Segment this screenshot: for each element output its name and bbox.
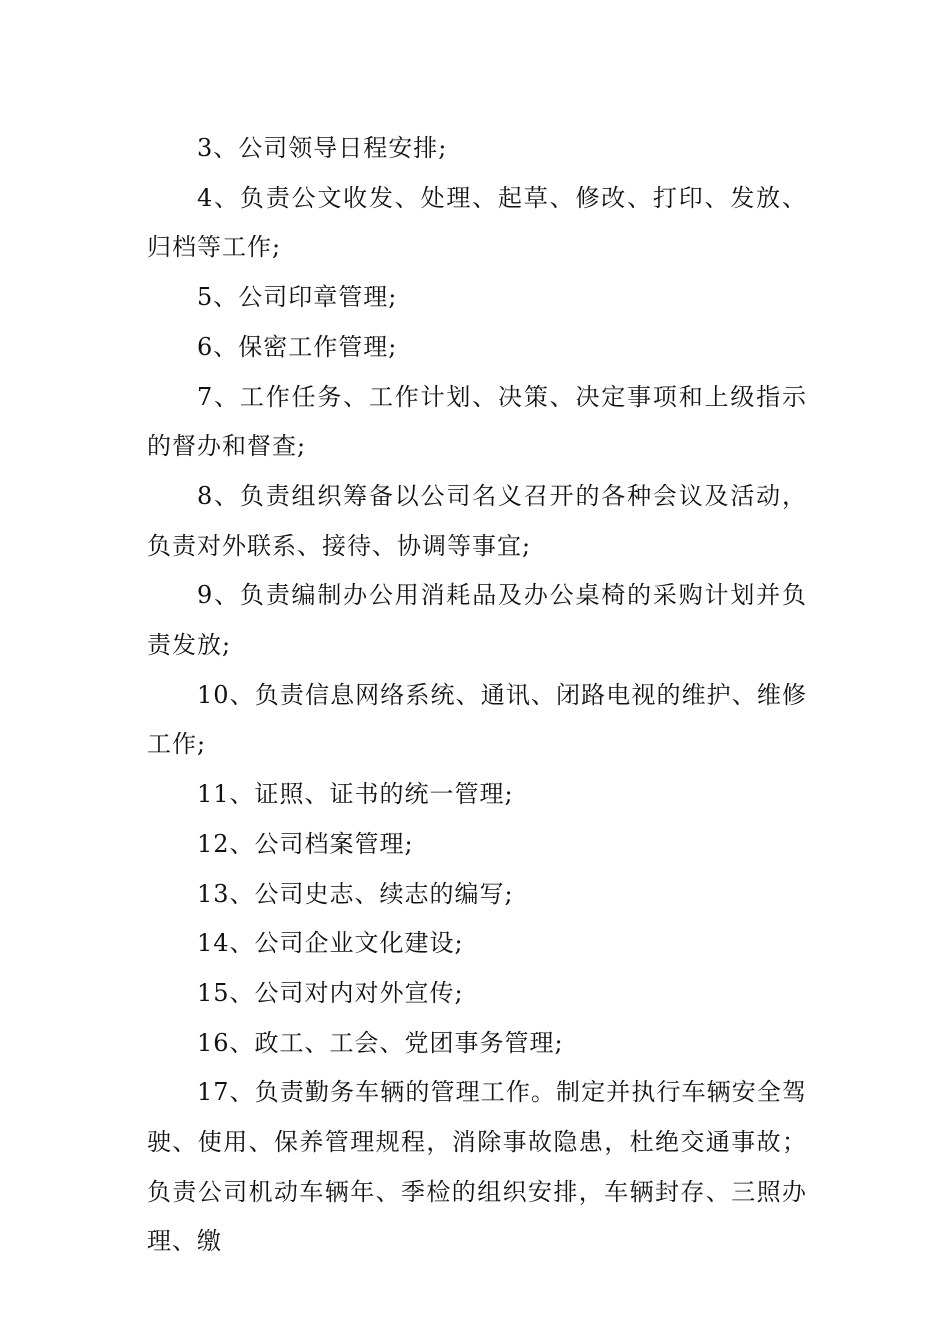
paragraph-item-5: 5、公司印章管理; [197, 283, 398, 312]
paragraph-item-15: 15、公司对内对外宣传; [197, 978, 464, 1007]
paragraph-item-14: 14、公司企业文化建设; [197, 929, 464, 958]
paragraph-item-3: 3、公司领导日程安排; [197, 134, 448, 162]
document-body [147, 124, 807, 1267]
paragraph-item-6: 6、保密工作管理; [197, 332, 398, 361]
paragraph-item-11: 11、证照、证书的统一管理; [197, 780, 514, 809]
paragraph-item-8: 8、负责组织筹备以公司名义召开的各种会议及活动，负责对外联系、接待、协调等事宜; [147, 481, 807, 560]
paragraph-item-4: 4、负责公文收发、处理、起草、修改、打印、发放、归档等工作; [147, 183, 807, 262]
paragraph-item-9: 9、负责编制办公用消耗品及办公桌椅的采购计划并负责发放; [147, 581, 807, 660]
paragraph-item-16: 16、政工、工会、党团事务管理; [197, 1028, 564, 1057]
paragraph-item-17: 17、负责勤务车辆的管理工作。制定并执行车辆安全驾驶、使用、保养管理规程，消除事故隐患，杜绝交通事故；负责公司机动车辆年、季检的组织安排，车辆封存、三照办理、缴 [147, 1078, 807, 1256]
paragraph-item-10: 10、负责信息网络系统、通讯、闭路电视的维护、维修工作; [147, 680, 807, 759]
paragraph-item-12: 12、公司档案管理; [197, 829, 414, 858]
paragraph-item-13: 13、公司史志、续志的编写; [197, 879, 514, 908]
paragraph-item-7: 7、工作任务、工作计划、决策、决定事项和上级指示的督办和督查; [147, 382, 807, 461]
